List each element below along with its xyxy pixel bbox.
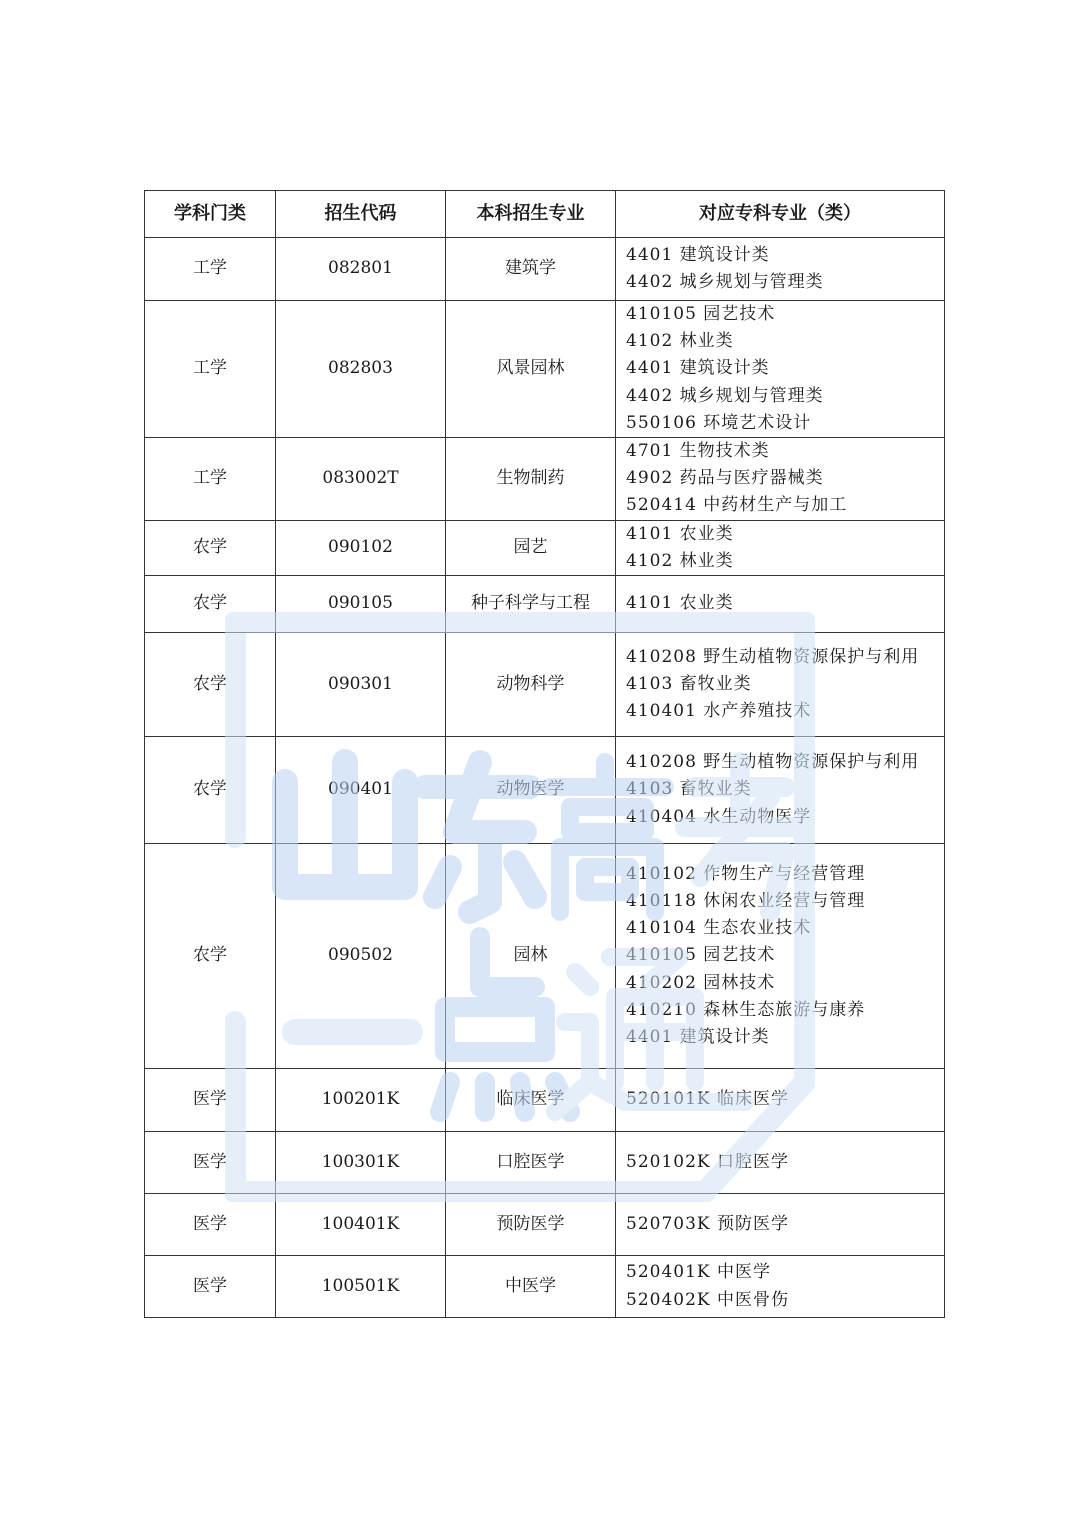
related-major-item: 4402 城乡规划与管理类 (626, 385, 824, 406)
related-major-item: 4701 生物技术类 (626, 441, 770, 462)
related-major-item: 410105 园艺技术 (626, 304, 776, 324)
related-major-item: 4401 建筑设计类 (626, 358, 770, 379)
cell-code: 090401 (276, 737, 446, 844)
cell-code: 082801 (276, 238, 446, 301)
table-row (145, 633, 945, 737)
related-major-item: 4902 药品与医疗器械类 (626, 468, 824, 489)
cell-related-majors (616, 301, 945, 438)
related-major-item: 410102 作物生产与经营管理 (626, 863, 866, 884)
cell-code: 090502 (276, 844, 446, 1069)
cell-code: 082803 (276, 301, 446, 438)
table-row (145, 576, 945, 633)
table-row (145, 1194, 945, 1256)
related-major-item: 4103 畜牧业类 (626, 779, 752, 800)
cell-related-majors (616, 576, 945, 633)
cell-major: 临床医学 (446, 1069, 616, 1132)
cell-major: 中医学 (446, 1256, 616, 1318)
related-major-item: 4402 城乡规划与管理类 (626, 272, 824, 292)
table-row (145, 737, 945, 844)
cell-major: 动物科学 (446, 633, 616, 737)
related-major-item: 520401K 中医学 (626, 1262, 771, 1283)
related-major-item: 4103 畜牧业类 (626, 673, 752, 694)
cell-major: 生物制药 (446, 438, 616, 521)
related-major-item: 410105 园艺技术 (626, 945, 776, 966)
cell-related-majors (616, 438, 945, 521)
cell-code: 100301K (276, 1132, 446, 1194)
cell-related-majors (616, 1132, 945, 1194)
cell-category: 农学 (145, 737, 276, 844)
cell-category: 医学 (145, 1256, 276, 1318)
related-major-item: 4102 林业类 (626, 550, 734, 571)
cell-related-majors (616, 238, 945, 301)
related-major-item: 4401 建筑设计类 (626, 1027, 770, 1048)
cell-code: 090301 (276, 633, 446, 737)
cell-code: 083002T (276, 438, 446, 521)
related-major-item: 520414 中药材生产与加工 (626, 495, 848, 516)
cell-major: 风景园林 (446, 301, 616, 438)
cell-related-majors (616, 1069, 945, 1132)
related-major-item: 410118 休闲农业经营与管理 (626, 891, 866, 912)
majors-table (144, 190, 945, 1318)
cell-category: 医学 (145, 1194, 276, 1256)
related-major-item: 520402K 中医骨伤 (626, 1289, 789, 1310)
cell-related-majors (616, 844, 945, 1069)
related-major-item: 410202 园林技术 (626, 972, 776, 993)
cell-category: 农学 (145, 844, 276, 1069)
header-major: 本科招生专业 (446, 191, 616, 238)
table-row (145, 438, 945, 521)
table-row (145, 1132, 945, 1194)
cell-code: 100501K (276, 1256, 446, 1318)
cell-code: 100201K (276, 1069, 446, 1132)
cell-major: 建筑学 (446, 238, 616, 301)
header-code: 招生代码 (276, 191, 446, 238)
cell-category: 工学 (145, 301, 276, 438)
cell-code: 100401K (276, 1194, 446, 1256)
table-row (145, 1256, 945, 1318)
related-major-item: 520703K 预防医学 (626, 1213, 789, 1234)
header-related: 对应专科专业（类） (616, 191, 945, 238)
cell-major: 口腔医学 (446, 1132, 616, 1194)
cell-major: 种子科学与工程 (446, 576, 616, 633)
related-major-item: 4401 建筑设计类 (626, 244, 770, 265)
cell-category: 农学 (145, 576, 276, 633)
table-row (145, 1069, 945, 1132)
cell-related-majors (616, 633, 945, 737)
cell-major: 动物医学 (446, 737, 616, 844)
cell-code: 090102 (276, 520, 446, 575)
cell-related-majors (616, 520, 945, 575)
cell-major: 预防医学 (446, 1194, 616, 1256)
related-major-item: 4102 林业类 (626, 331, 734, 352)
related-major-item: 410208 野生动植物资源保护与利用 (626, 752, 920, 773)
cell-major: 园林 (446, 844, 616, 1069)
table-row (145, 301, 945, 438)
related-major-item: 410401 水产养殖技术 (626, 701, 812, 722)
related-major-item: 410210 森林生态旅游与康养 (626, 999, 866, 1020)
cell-related-majors (616, 1256, 945, 1318)
related-major-item: 4101 农业类 (626, 523, 734, 544)
header-row (145, 191, 945, 238)
cell-category: 农学 (145, 520, 276, 575)
header-category: 学科门类 (145, 191, 276, 238)
related-major-item: 4101 农业类 (626, 593, 734, 614)
cell-category: 医学 (145, 1132, 276, 1194)
cell-category: 工学 (145, 438, 276, 521)
table-row (145, 844, 945, 1069)
table-body (145, 238, 945, 1318)
related-major-item: 410404 水生动物医学 (626, 806, 812, 827)
table-row (145, 238, 945, 301)
cell-major: 园艺 (446, 520, 616, 575)
related-major-item: 410208 野生动植物资源保护与利用 (626, 646, 920, 667)
cell-category: 农学 (145, 633, 276, 737)
cell-related-majors (616, 1194, 945, 1256)
cell-related-majors (616, 737, 945, 844)
related-major-item: 520102K 口腔医学 (626, 1151, 789, 1172)
cell-code: 090105 (276, 576, 446, 633)
table-row (145, 520, 945, 575)
cell-category: 工学 (145, 238, 276, 301)
related-major-item: 410104 生态农业技术 (626, 918, 812, 939)
related-major-item: 550106 环境艺术设计 (626, 412, 812, 433)
related-major-item: 520101K 临床医学 (626, 1089, 789, 1110)
cell-category: 医学 (145, 1069, 276, 1132)
